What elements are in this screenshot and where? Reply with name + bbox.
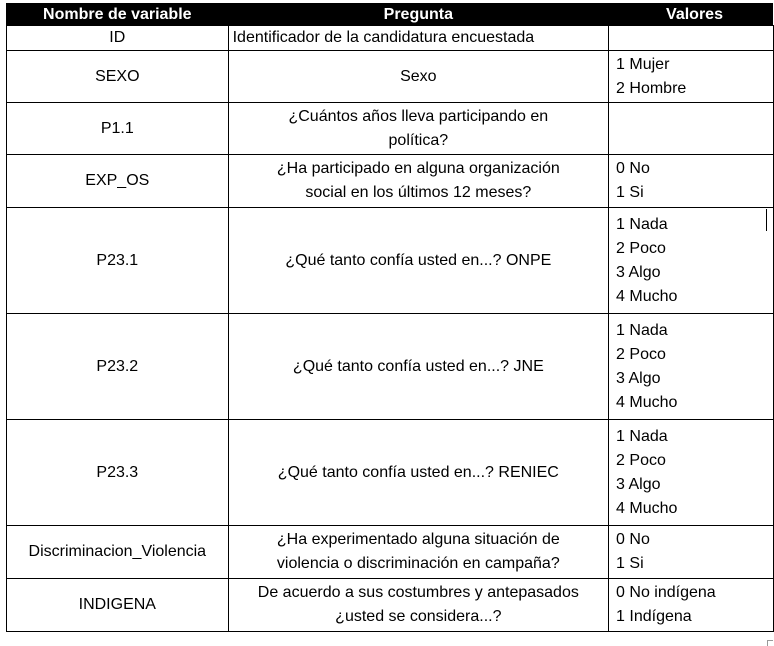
value-option: 4 Mucho <box>616 499 678 517</box>
value-option: 3 Algo <box>616 369 661 387</box>
value-option: 0 No <box>616 160 650 177</box>
question-cell <box>228 26 608 51</box>
table-row <box>7 155 774 208</box>
values-cell <box>609 103 774 155</box>
table-body <box>7 26 774 632</box>
question-line: ¿Cuántos años lleva participando en <box>288 107 549 125</box>
value-option: 2 Poco <box>616 239 666 257</box>
variable-name-cell: EXP_OS <box>7 155 229 208</box>
question-cell <box>228 103 608 155</box>
table-row <box>7 526 774 579</box>
question-cell <box>228 51 608 103</box>
question-cell <box>228 420 608 526</box>
value-option: 2 Poco <box>616 451 666 469</box>
question-cell <box>228 526 608 579</box>
question-line: Sexo <box>400 67 437 85</box>
question-line: ¿Ha participado en alguna organización <box>276 160 560 177</box>
header-variable-name: Nombre de variable <box>7 4 229 26</box>
value-option: 4 Mucho <box>616 393 678 411</box>
question-line: ¿Qué tanto confía usted en...? ONPE <box>285 251 552 269</box>
variable-name-cell: P23.2 <box>7 314 229 420</box>
values-cell <box>609 420 774 526</box>
values-cell <box>609 155 774 208</box>
value-option: 1 Nada <box>616 215 668 233</box>
value-option: 2 Hombre <box>616 79 687 97</box>
value-option: 2 Poco <box>616 345 666 363</box>
question-line: social en los últimos 12 meses? <box>305 184 532 201</box>
table-row <box>7 103 774 155</box>
corner-mark-vertical <box>767 640 768 646</box>
value-option: 0 No indígena <box>616 584 716 601</box>
value-option: 0 No <box>616 531 650 548</box>
values-cell <box>609 208 774 314</box>
table-row <box>7 51 774 103</box>
value-option: 1 Nada <box>616 427 668 445</box>
value-option: 1 Nada <box>616 321 668 339</box>
variable-name-cell: INDIGENA <box>7 579 229 632</box>
value-option: 1 Indígena <box>616 608 692 625</box>
values-cell <box>609 526 774 579</box>
variable-name-cell: P1.1 <box>7 103 229 155</box>
variable-codebook-table <box>6 3 774 632</box>
value-option: 1 Mujer <box>616 55 670 73</box>
table-row <box>7 579 774 632</box>
values-cell <box>609 51 774 103</box>
value-option: 3 Algo <box>616 263 661 281</box>
values-cell <box>609 314 774 420</box>
variable-name-cell: P23.3 <box>7 420 229 526</box>
variable-name-cell: SEXO <box>7 51 229 103</box>
question-cell <box>228 208 608 314</box>
question-cell <box>228 579 608 632</box>
values-cell <box>609 26 774 51</box>
cursor-mark <box>766 209 767 231</box>
question-line: De acuerdo a sus costumbres y antepasados <box>257 584 579 601</box>
table-row <box>7 420 774 526</box>
question-cell <box>228 314 608 420</box>
value-option: 3 Algo <box>616 475 661 493</box>
header-values: Valores <box>609 4 774 26</box>
value-option: 1 Si <box>616 184 644 201</box>
value-option: 4 Mucho <box>616 287 678 305</box>
variable-name-cell: Discriminacion_Violencia <box>7 526 229 579</box>
question-cell <box>228 155 608 208</box>
question-line: política? <box>388 131 449 149</box>
header-question: Pregunta <box>228 4 608 26</box>
header-row <box>7 4 774 26</box>
table-row <box>7 208 774 314</box>
variable-name-cell: ID <box>7 26 229 51</box>
question-line: ¿Qué tanto confía usted en...? RENIEC <box>277 463 559 481</box>
question-line: ¿Ha experimentado alguna situación de <box>276 531 560 548</box>
question-line: Identificador de la candidatura encuestada <box>232 29 535 46</box>
variable-name-cell: P23.1 <box>7 208 229 314</box>
values-cell <box>609 579 774 632</box>
table-row <box>7 314 774 420</box>
question-line: ¿Qué tanto confía usted en...? JNE <box>292 357 544 375</box>
table-row <box>7 26 774 51</box>
question-line: ¿usted se considera...? <box>335 608 502 625</box>
question-line: violencia o discriminación en campaña? <box>276 555 560 572</box>
value-option: 1 Si <box>616 555 644 572</box>
